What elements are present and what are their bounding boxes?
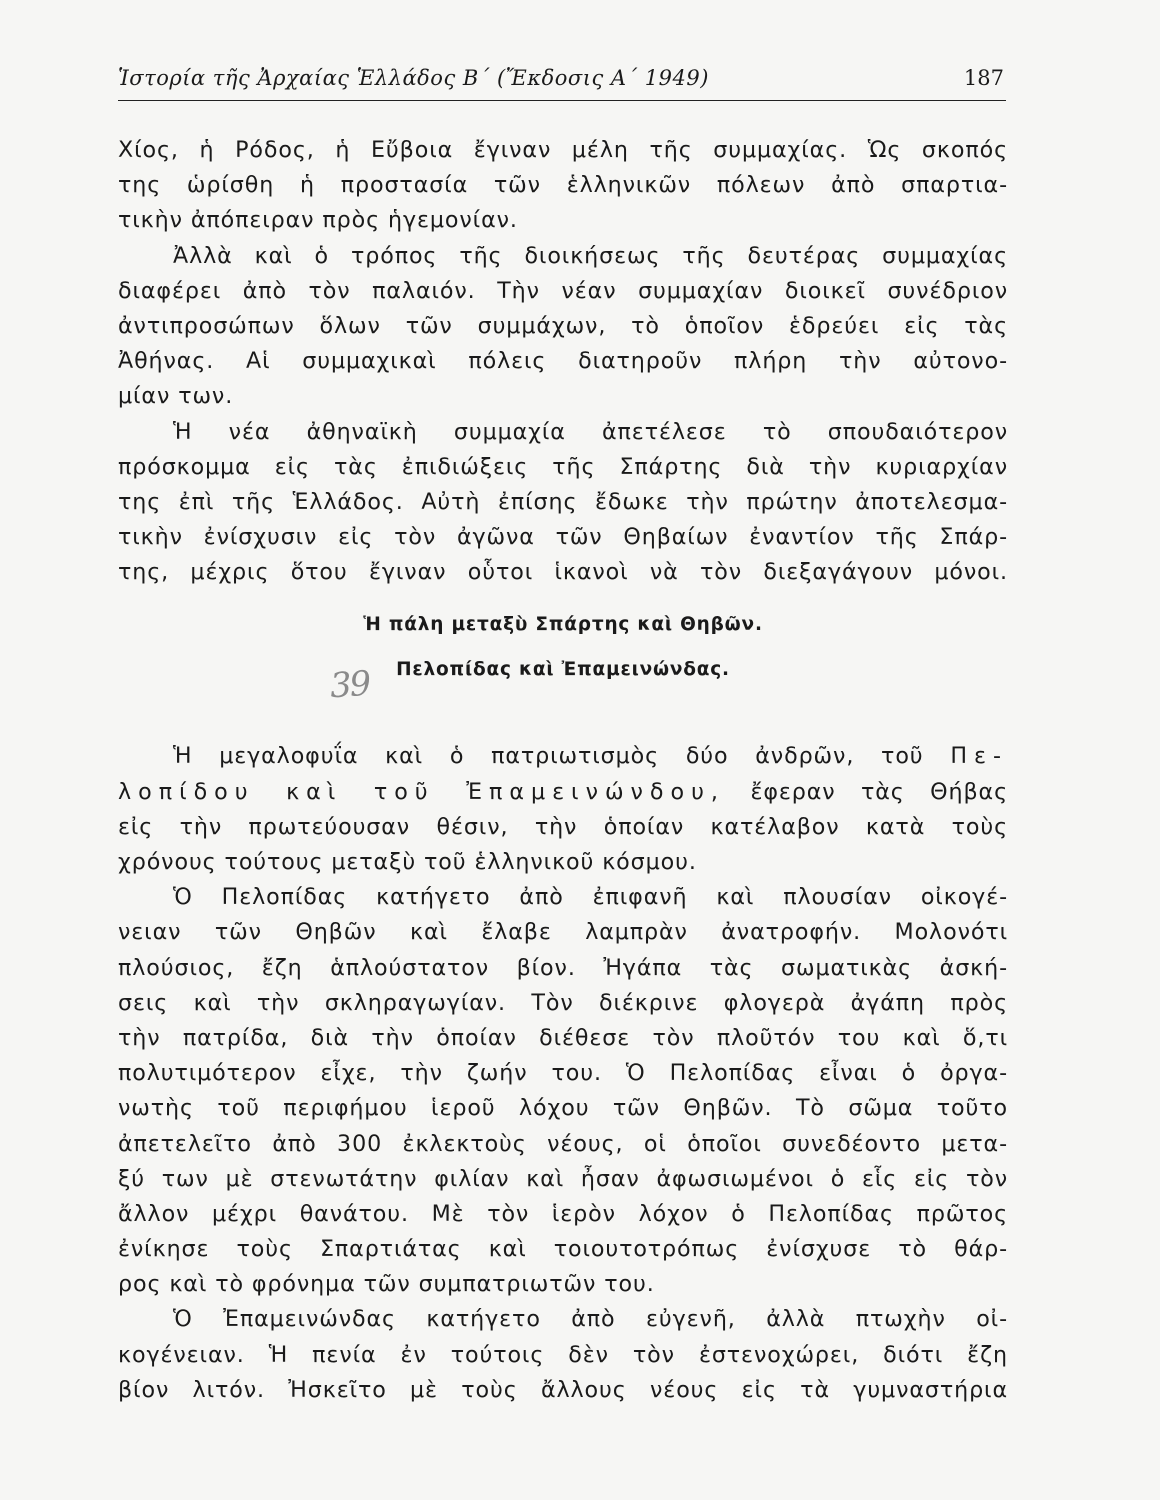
text-line: πλούσιος, ἔζη ἁπλούστατον βίον. Ἠγάπα τὰς σωματικὰς ἀσκή- bbox=[118, 954, 1008, 981]
text-line: ἐνίκησε τοὺς Σπαρτιάτας καὶ τοιουτοτρόπως ἐνίσχυσε τὸ θάρ- bbox=[118, 1236, 1008, 1263]
text-line: μίαν των. bbox=[118, 383, 234, 410]
text-line: ξύ των μὲ στενωτάτην φιλίαν καὶ ἦσαν ἀφωσιωμένοι ὁ εἷς εἰς τὸν bbox=[118, 1165, 1008, 1192]
text-line bbox=[118, 739, 1008, 774]
text-line: ἄλλον μέχρι θανάτου. Μὲ τὸν ἱερὸν λόχον ὁ Πελοπίδας πρῶτος bbox=[118, 1200, 1008, 1227]
text-line: τικὴν ἐνίσχυσιν εἰς τὸν ἀγῶνα τῶν Θηβαίων ἐναντίον τῆς Σπάρ- bbox=[118, 524, 1008, 551]
paragraph-1 bbox=[118, 133, 1008, 239]
text-line: της, μέχρις ὅτου ἔγιναν οὗτοι ἱκανοὶ νὰ τὸν διεξαγάγουν μόνοι. bbox=[118, 559, 1008, 586]
text-line: της ἐπὶ τῆς Ἑλλάδος. Αὐτὴ ἐπίσης ἔδωκε τὴν πρώτην ἀποτελεσμα- bbox=[118, 488, 1008, 515]
paragraph-5 bbox=[118, 880, 1008, 1302]
text-line: πολυτιμότερον εἶχε, τὴν ζωήν του. Ὁ Πελοπίδας εἶναι ὁ ὀργα- bbox=[118, 1060, 1008, 1087]
text-line: σεις καὶ τὴν σκληραγωγίαν. Τὸν διέκρινε φλογερὰ ἀγάπη πρὸς bbox=[118, 989, 1008, 1016]
spaced-name: Πε- bbox=[950, 743, 1008, 770]
paragraph-3 bbox=[118, 415, 1008, 591]
text-line: βίον λιτόν. Ἠσκεῖτο μὲ τοὺς ἄλλους νέους εἰς τὰ γυμναστήρια bbox=[118, 1376, 1008, 1403]
text-line: ἀπετελεῖτο ἀπὸ 300 ἐκλεκτοὺς νέους, οἱ ὁποῖοι συνεδέοντο μετα- bbox=[118, 1130, 1008, 1157]
text-line: εἰς τὴν πρωτεύουσαν θέσιν, τὴν ὁποίαν κατέλαβον κατὰ τοὺς bbox=[118, 813, 1008, 840]
text-fragment: Ἡ μεγαλοφυΐα καὶ ὁ πατριωτισμὸς δύο ἀνδρῶν, τοῦ bbox=[173, 743, 924, 770]
paragraph-6 bbox=[118, 1302, 1008, 1408]
paragraph-2 bbox=[118, 239, 1008, 415]
text-line: τικὴν ἀπόπειραν πρὸς ἡγεμονίαν. bbox=[118, 207, 518, 234]
text-line: Ὁ Πελοπίδας κατήγετο ἀπὸ ἐπιφανῆ καὶ πλουσίαν οἰκογέ- bbox=[173, 884, 1008, 911]
section-heading: Ἡ πάλη μεταξὺ Σπάρτης καὶ Θηβῶν. bbox=[363, 614, 763, 636]
text-line: ρος καὶ τὸ φρόνημα τῶν συμπατριωτῶν του. bbox=[118, 1271, 655, 1298]
text-line: Ἡ νέα ἀθηναϊκὴ συμμαχία ἀπετέλεσε τὸ σπουδαιότερον bbox=[173, 418, 1008, 445]
text-line: τὴν πατρίδα, διὰ τὴν ὁποίαν διέθεσε τὸν πλοῦτόν του καὶ ὅ,τι bbox=[118, 1024, 1008, 1051]
text-line: Χίος, ἡ Ρόδος, ἡ Εὔβοια ἔγιναν μέλη τῆς συμμαχίας. Ὡς σκοπός bbox=[118, 137, 1008, 163]
page-number: 187 bbox=[963, 66, 1004, 90]
text-line: Ἀλλὰ καὶ ὁ τρόπος τῆς διοικήσεως τῆς δευτέρας συμμαχίας bbox=[173, 242, 1008, 269]
subsection-heading: Πελοπίδας καὶ Ἐπαμεινώνδας. bbox=[396, 659, 730, 681]
text-line: διαφέρει ἀπὸ τὸν παλαιόν. Τὴν νέαν συμμαχίαν διοικεῖ συνέδριον bbox=[118, 277, 1008, 304]
spaced-name: λοπίδου καὶ τοῦ Ἐπαμεινώνδου, bbox=[118, 778, 725, 805]
running-header bbox=[118, 64, 1006, 101]
text-line: κογένειαν. Ἡ πενία ἐν τούτοις δὲν τὸν ἐστενοχώρει, διότι ἔζη bbox=[118, 1341, 1008, 1368]
running-title: Ἱστορία τῆς Ἀρχαίας Ἑλλάδος Β΄ (Ἔκδοσις Α΄ 1949) bbox=[118, 66, 709, 90]
text-fragment: ἔφεραν τὰς Θήβας bbox=[750, 778, 1009, 805]
text-line: Ἀθήνας. Αἱ συμμαχικαὶ πόλεις διατηροῦν πλήρη τὴν αὐτονο- bbox=[118, 348, 1008, 375]
text-line bbox=[118, 775, 1008, 810]
body-text bbox=[118, 133, 1008, 1408]
text-line: Ὁ Ἐπαμεινώνδας κατήγετο ἀπὸ εὐγενῆ, ἀλλὰ πτωχὴν οἰ- bbox=[173, 1306, 1008, 1333]
text-line: πρόσκομμα εἰς τὰς ἐπιδιώξεις τῆς Σπάρτης διὰ τὴν κυριαρχίαν bbox=[118, 453, 1008, 480]
text-line: νειαν τῶν Θηβῶν καὶ ἔλαβε λαμπρὰν ἀνατροφήν. Μολονότι bbox=[118, 919, 1008, 946]
text-line: νωτὴς τοῦ περιφήμου ἱεροῦ λόχου τῶν Θηβῶν. Τὸ σῶμα τοῦτο bbox=[118, 1095, 1008, 1122]
handwritten-annotation: 39 bbox=[328, 663, 371, 707]
paragraph-4 bbox=[118, 739, 1008, 880]
text-line: ἀντιπροσώπων ὅλων τῶν συμμάχων, τὸ ὁποῖον ἑδρεύει εἰς τὰς bbox=[118, 312, 1008, 339]
text-line: χρόνους τούτους μεταξὺ τοῦ ἑλληνικοῦ κόσμου. bbox=[118, 849, 697, 875]
text-line: της ὡρίσθη ἡ προστασία τῶν ἑλληνικῶν πόλεων ἀπὸ σπαρτια- bbox=[118, 172, 1008, 199]
